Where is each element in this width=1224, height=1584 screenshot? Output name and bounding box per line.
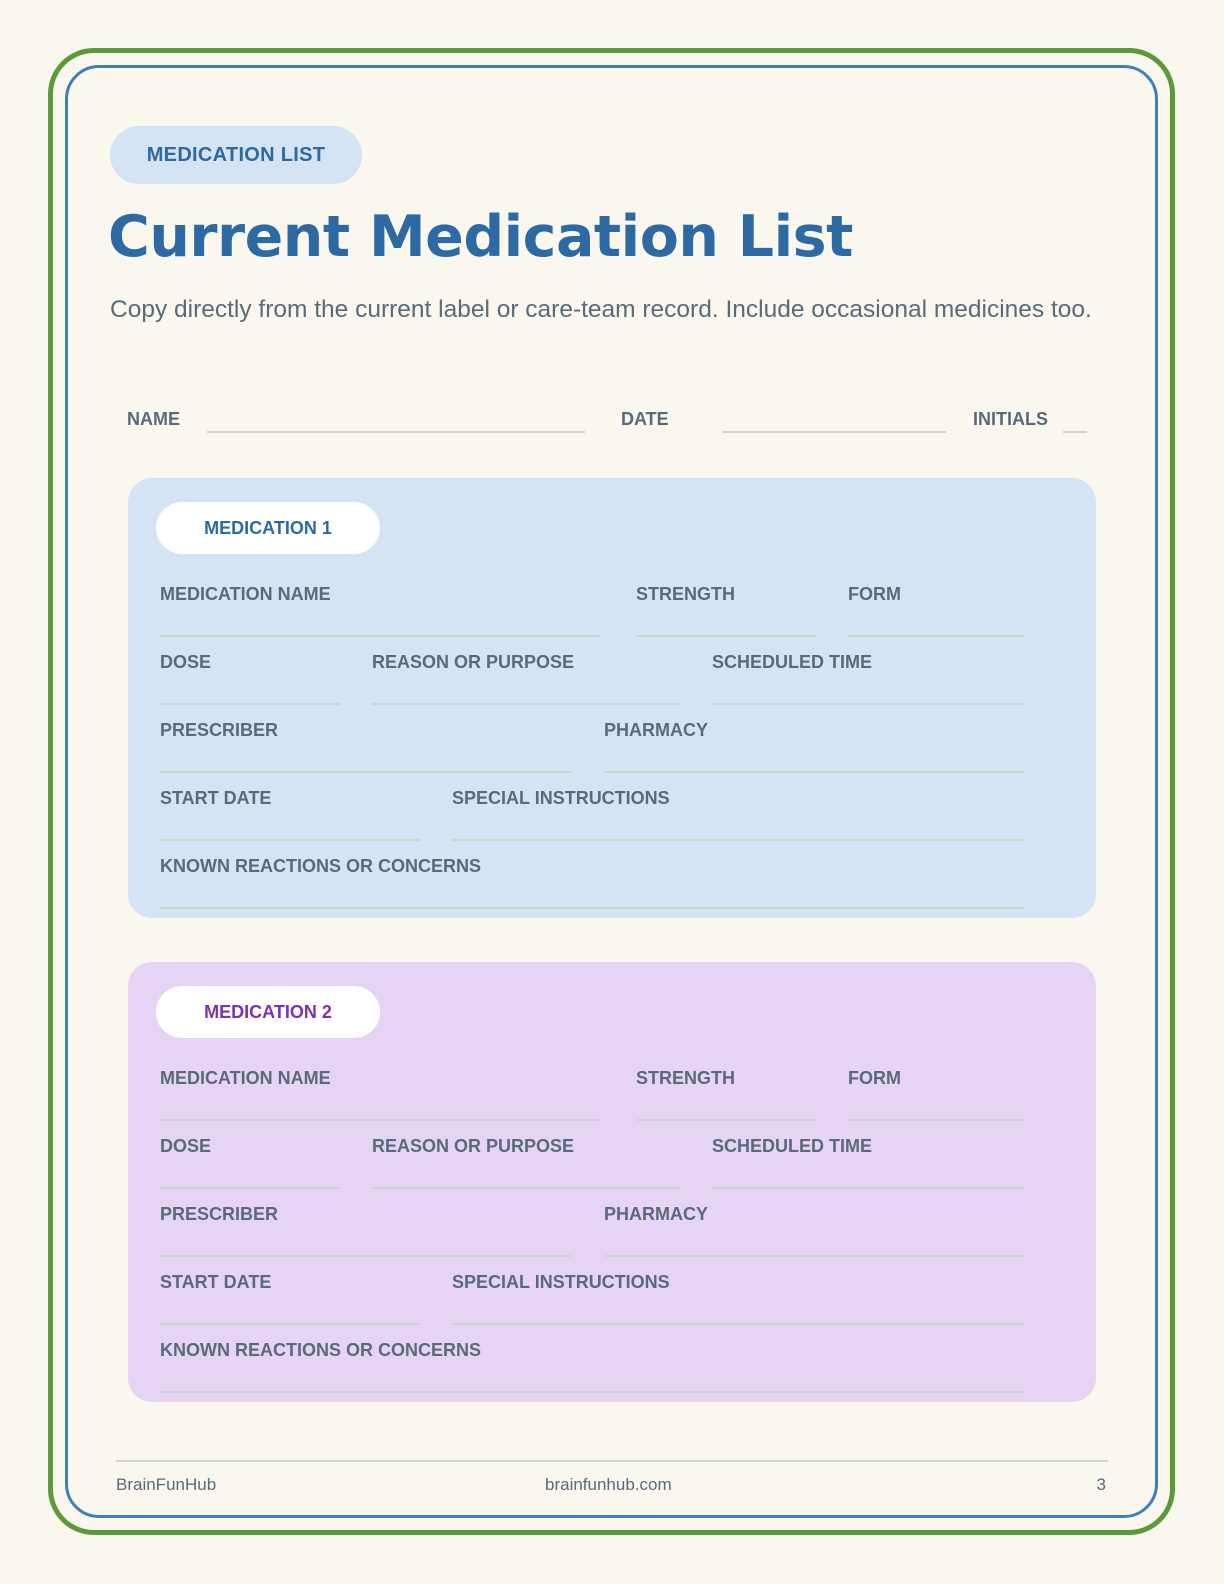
pharmacy-label: PHARMACY: [604, 1204, 709, 1224]
prescriber-label: PRESCRIBER: [160, 1204, 279, 1224]
dose-label: DOSE: [160, 652, 212, 672]
dose-label: DOSE: [160, 1136, 212, 1156]
footer-brand: BrainFunHub: [116, 1475, 217, 1494]
special-instructions-field[interactable]: [452, 839, 1024, 841]
form-field[interactable]: [848, 635, 1024, 637]
medication-name-field[interactable]: [160, 635, 600, 637]
reason-label: REASON OR PURPOSE: [372, 1136, 575, 1156]
dose-field[interactable]: [160, 1187, 340, 1189]
name-label: NAME: [127, 409, 180, 429]
special-instructions-label: SPECIAL INSTRUCTIONS: [452, 1272, 670, 1292]
medication-name-field[interactable]: [160, 1119, 600, 1121]
scheduled-time-label: SCHEDULED TIME: [712, 1136, 873, 1156]
page-number: 3: [1096, 1475, 1106, 1494]
form-label: FORM: [848, 584, 901, 604]
page-title: Current Medication List: [108, 204, 853, 270]
dose-field[interactable]: [160, 703, 340, 705]
reason-field[interactable]: [372, 703, 680, 705]
pharmacy-label: PHARMACY: [604, 720, 709, 740]
prescriber-field[interactable]: [160, 1255, 572, 1257]
pharmacy-field[interactable]: [604, 1255, 1024, 1257]
intro-text: Copy directly from the current label or care-team record. Include occasional medicines too.: [110, 296, 1092, 323]
scheduled-time-field[interactable]: [712, 1187, 1024, 1189]
scheduled-time-field[interactable]: [712, 703, 1024, 705]
pharmacy-field[interactable]: [604, 771, 1024, 773]
initials-label: INITIALS: [973, 409, 1048, 429]
section-pill: MEDICATION LIST: [110, 126, 362, 184]
form-label: FORM: [848, 1068, 901, 1088]
prescriber-label: PRESCRIBER: [160, 720, 279, 740]
footer-divider: [116, 1460, 1108, 1462]
medication-name-label: MEDICATION NAME: [160, 584, 331, 604]
medication-name-label: MEDICATION NAME: [160, 1068, 331, 1088]
medication-tag: MEDICATION 2: [156, 986, 380, 1038]
known-reactions-field[interactable]: [160, 907, 1024, 909]
medication-card-1: [128, 478, 1096, 918]
name-field[interactable]: [207, 431, 585, 433]
special-instructions-label: SPECIAL INSTRUCTIONS: [452, 788, 670, 808]
date-label: DATE: [621, 409, 669, 429]
prescriber-field[interactable]: [160, 771, 572, 773]
reason-field[interactable]: [372, 1187, 680, 1189]
known-reactions-label: KNOWN REACTIONS OR CONCERNS: [160, 1340, 482, 1360]
strength-field[interactable]: [636, 635, 816, 637]
footer-site: brainfunhub.com: [545, 1475, 672, 1494]
start-date-field[interactable]: [160, 839, 420, 841]
form-field[interactable]: [848, 1119, 1024, 1121]
medication-card-2: [128, 962, 1096, 1402]
scheduled-time-label: SCHEDULED TIME: [712, 652, 873, 672]
start-date-label: START DATE: [160, 1272, 272, 1292]
known-reactions-field[interactable]: [160, 1391, 1024, 1393]
initials-field[interactable]: [1063, 431, 1087, 433]
medication-tag: MEDICATION 1: [156, 502, 380, 554]
known-reactions-label: KNOWN REACTIONS OR CONCERNS: [160, 856, 482, 876]
strength-label: STRENGTH: [636, 584, 735, 604]
strength-field[interactable]: [636, 1119, 816, 1121]
special-instructions-field[interactable]: [452, 1323, 1024, 1325]
strength-label: STRENGTH: [636, 1068, 735, 1088]
date-field[interactable]: [722, 431, 946, 433]
reason-label: REASON OR PURPOSE: [372, 652, 575, 672]
start-date-label: START DATE: [160, 788, 272, 808]
start-date-field[interactable]: [160, 1323, 420, 1325]
